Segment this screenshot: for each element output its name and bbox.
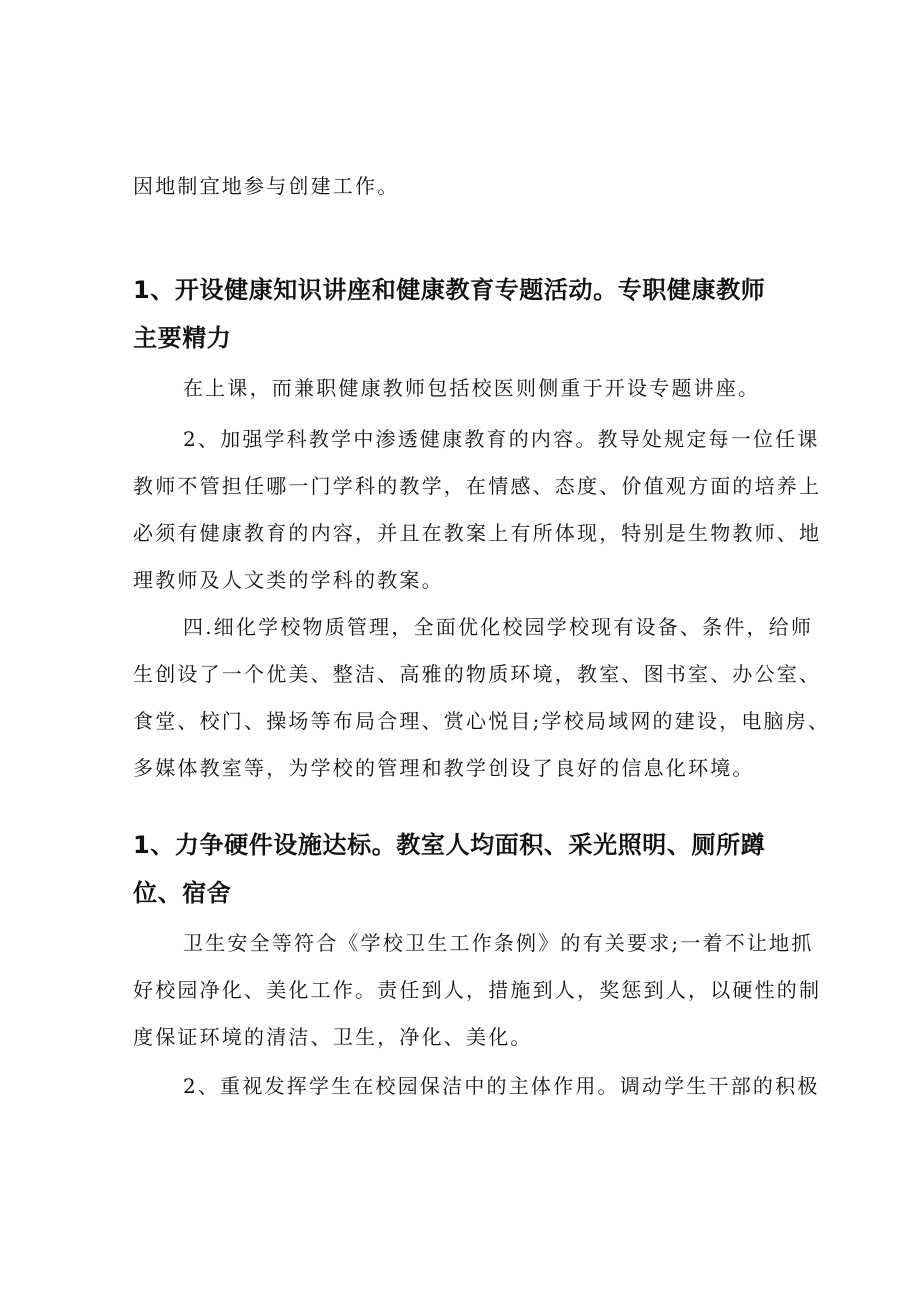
paragraph-line: 生创设了一个优美、整洁、高雅的物质环境，教室、图书室、办公室、 (133, 662, 822, 686)
paragraph-line: 度保证环境的清洁、卫生，净化、美化。 (133, 1025, 533, 1049)
paragraph-line: 2、重视发挥学生在校园保洁中的主体作用。调动学生干部的积极 (183, 1074, 820, 1098)
paragraph-line: 因地制宜地参与创建工作。 (133, 174, 400, 198)
paragraph-line: 卫生安全等符合《学校卫生工作条例》的有关要求;一着不让地抓 (183, 931, 814, 955)
paragraph-line: 2、加强学科教学中渗透健康教育的内容。教导处规定每一位任课 (183, 427, 820, 451)
paragraph-line: 理教师及人文类的学科的教案。 (133, 568, 444, 592)
paragraph-line: 四.细化学校物质管理，全面优化校园学校现有设备、条件，给师 (183, 615, 814, 639)
paragraph-line: 教师不管担任哪一门学科的教学，在情感、态度、价值观方面的培养上 (133, 474, 822, 498)
paragraph-line: 食堂、校门、操场等布局合理、赏心悦目;学校局域网的建设，电脑房、 (133, 709, 831, 733)
section-heading-line: 1、开设健康知识讲座和健康教育专题活动。专职健康教师 (133, 276, 766, 304)
paragraph-line: 好校园净化、美化工作。责任到人，措施到人，奖惩到人，以硬性的制 (133, 978, 822, 1002)
paragraph-line: 多媒体教室等，为学校的管理和教学创设了良好的信息化环境。 (133, 756, 755, 780)
paragraph-line: 在上课，而兼职健康教师包括校医则侧重于开设专题讲座。 (183, 376, 761, 400)
paragraph-line: 必须有健康教育的内容，并且在教案上有所体现，特别是生物教师、地 (133, 521, 822, 545)
section-heading-line: 位、宿舍 (133, 879, 232, 907)
section-heading-line: 1、力争硬件设施达标。教室人均面积、采光照明、厕所蹲 (133, 831, 766, 859)
section-heading-line: 主要精力 (133, 324, 232, 352)
